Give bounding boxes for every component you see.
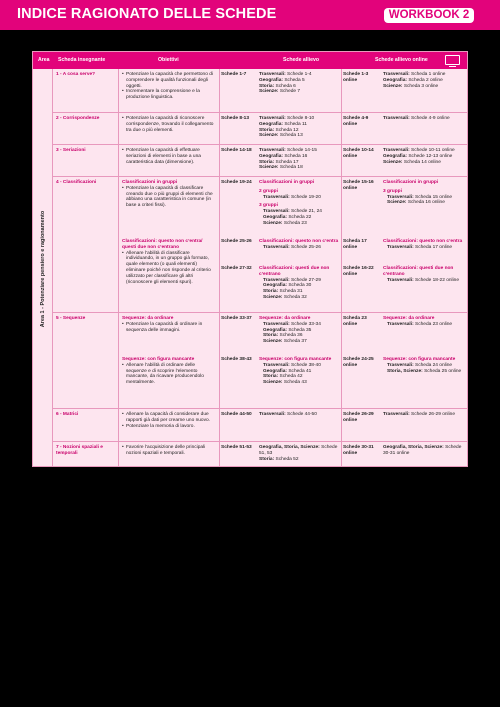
row-student-sheets: Classificazioni in gruppi 2 gruppi Trasversali: Schede 19-20 3 gruppi Trasversali: Schede 21, 24 Geografia: Scheda 22 Scienze: Scheda 23 xyxy=(259,180,322,226)
row-sheets: Schede 8-13 xyxy=(221,116,249,121)
row-sheets: Schede 19-24 xyxy=(221,180,252,185)
row-online-sheets: Schede 1-3 online xyxy=(343,72,369,83)
row-sheets: Schede 1-7 xyxy=(221,72,247,77)
index-table xyxy=(32,51,468,467)
row-title: 4 - Classificazioni xyxy=(56,180,97,185)
row-student-sheets: Trasversali: Schede 44-50 xyxy=(259,412,317,417)
row-online-sheets: Scheda 17 online xyxy=(343,239,367,250)
row-online-detail: Sequenze: con figura mancante Trasversali: Scheda 24 online Storia, Scienze: Scheda 25 online xyxy=(383,357,462,374)
monitor-icon xyxy=(445,55,460,65)
table-row xyxy=(53,69,468,113)
table-row xyxy=(53,442,468,467)
table-row xyxy=(53,113,468,145)
row-objectives: Classificazioni: questo non c’entra/ questi due non c’entrano • Allenare l’abilità di classificare individuando, in un gruppo già formato, quale elemento (o quali elementi) eliminare poiché non risponde al criterio utilizzato per classificare gli altri (riconoscere gli elementi spuri). xyxy=(122,239,216,285)
col-header-teacher: Scheda insegnante xyxy=(58,57,106,63)
row-objectives: • Favorire l’acquisizione delle principali nozioni spaziali e temporali. xyxy=(122,445,216,457)
row-objectives: • Potenziare la capacità di effettuare seriazioni di elementi in base a una caratteristica data (dimensione). xyxy=(122,148,216,165)
row-objectives: • Potenziare la capacità che permettono di comprendere le qualità funzionali degli oggetti. • Incrementare la comprensione e la produzione linguistica. xyxy=(122,72,216,101)
row-student-sheets: Classificazioni: questo non c’entra Trasversali: Schede 25-26 xyxy=(259,239,339,250)
row-online-detail: Classificazioni: questi due non c’entrano Trasversali: Schede 18-22 online xyxy=(383,266,460,283)
row-student-sheets: Trasversali: Schede 1-4 Geografia: Scheda 5 Storia: Scheda 6 Scienze: Schede 7 xyxy=(259,72,312,95)
row-student-sheets: Sequenze: con figura mancante Trasversali: Schede 38-40 Geografia: Scheda 41 Storia: Scheda 42 Scienze: Scheda 43 xyxy=(259,357,332,386)
row-online-detail: Sequenze: da ordinare Trasversali: Scheda 23 online xyxy=(383,316,453,327)
col-header-objectives: Obiettivi xyxy=(158,57,179,63)
table-row xyxy=(53,145,468,177)
row-objectives: Classificazioni in gruppi • Potenziare la capacità di classificare creando due o più gruppi di elementi che abbiano una caratteristica in comune (in base a criteri fissi). xyxy=(122,180,216,209)
col-header-online: Schede allievo online xyxy=(375,57,428,63)
row-sheets: Schede 33-37 xyxy=(221,316,252,321)
row-sheets: Schede 25-26 xyxy=(221,239,252,244)
row-student-sheets: Sequenze: da ordinare Trasversali: Schede 33-34 Geografia: Scheda 35 Storia: Scheda 36 Scienze: Scheda 37 xyxy=(259,316,321,345)
row-sheets: Schede 38-43 xyxy=(221,357,252,362)
area-column xyxy=(33,69,53,467)
row-online-detail: Classificazioni in gruppi 3 gruppi Trasversali: Scheda 15 online Scienze: Scheda 16 online xyxy=(383,180,453,206)
row-online-detail: Trasversali: Schede 10-11 online Geografia: Schede 12-13 online Scienze: Scheda 14 online xyxy=(383,148,455,165)
row-student-sheets: Trasversali: Schede 14-15 Geografia: Scheda 16 Storia: Scheda 17 Scienze: Scheda 18 xyxy=(259,148,317,171)
row-online-detail: Trasversali: Scheda 1 online Geografia: Scheda 2 online Scienze: Scheda 3 online xyxy=(383,72,446,89)
row-title: 5 - Sequenze xyxy=(56,316,86,321)
row-online-sheets: Schede 30-31 online xyxy=(343,445,374,456)
row-sheets: Schede 27-32 xyxy=(221,266,252,271)
row-sheets: Schede 51-53 xyxy=(221,445,252,450)
row-sheets: Schede 14-18 xyxy=(221,148,252,153)
row-online-sheets: Schede 10-14 online xyxy=(343,148,374,159)
row-objectives: • Potenziare la capacità di riconoscere corrispondenze, trovando il collegamento tra due o più elementi. xyxy=(122,116,216,133)
workbook-badge: WORKBOOK 2 xyxy=(384,8,474,23)
row-online-sheets: Scheda 23 online xyxy=(343,316,367,327)
table-row xyxy=(53,409,468,442)
table-row xyxy=(53,177,468,313)
row-online-sheets: Schede 4-9 online xyxy=(343,116,369,127)
col-header-area: Area xyxy=(38,57,50,63)
col-header-student: Schede allievo xyxy=(283,57,320,63)
row-online-sheets: Schede 24-25 online xyxy=(343,357,374,368)
row-sheets: Schede 44-50 xyxy=(221,412,252,417)
page-title: INDICE RAGIONATO DELLE SCHEDE xyxy=(17,6,277,22)
table-body xyxy=(53,69,468,467)
table-row xyxy=(53,313,468,409)
row-online-detail: Trasversali: Schede 26-29 online xyxy=(383,412,456,417)
row-title: 2 - Corrispondenze xyxy=(56,116,100,121)
row-online-sheets: Schede 26-29 online xyxy=(343,412,374,423)
row-online-detail: Classificazioni: questo non c’entra Trasversali: Scheda 17 online xyxy=(383,239,463,250)
page-header xyxy=(0,0,500,30)
row-objectives: Sequenze: con figura mancante • Allenare l’abilità di ordinare delle sequenze e di scoprire l’elemento mancante, da ricavare producendolo mentalmente. xyxy=(122,357,216,386)
row-online-detail: Trasversali: Schede 4-9 online xyxy=(383,116,450,121)
row-objectives: Sequenze: da ordinare • Potenziare la capacità di ordinare in sequenza delle immagini. xyxy=(122,316,216,333)
row-title: 3 - Seriazioni xyxy=(56,148,86,153)
row-online-sheets: Schede 16-22 online xyxy=(343,266,374,277)
row-online-sheets: Schede 15-16 online xyxy=(343,180,374,191)
table-header xyxy=(33,52,468,69)
row-objectives: • Allenare la capacità di considerare due rapporti già dati per crearne uno nuovo. • Potenziare la memoria di lavoro. xyxy=(122,412,216,429)
row-title: 6 - Matrici xyxy=(56,412,79,417)
row-student-sheets: Geografia, Storia, Scienze: Schede 51, 53 Storia: Scheda 52 xyxy=(259,445,338,462)
area-label: Area 1 - Potenziare pensiero e ragionamento xyxy=(40,210,46,328)
row-student-sheets: Classificazioni: questi due non c’entrano Trasversali: Schede 27-29 Geografia: Scheda 30 Storia: Scheda 31 Scienze: Scheda 32 xyxy=(259,266,330,300)
row-student-sheets: Trasversali: Schede 8-10 Geografia: Scheda 11 Storia: Scheda 12 Scienze: Scheda 13 xyxy=(259,116,315,139)
row-title: 1 - A cosa serve? xyxy=(56,72,96,77)
row-online-detail: Geografia, Storia, Scienze: Schede 30-31 online xyxy=(383,445,462,456)
row-title: 7 - Nozioni spaziali e temporali xyxy=(56,445,103,456)
